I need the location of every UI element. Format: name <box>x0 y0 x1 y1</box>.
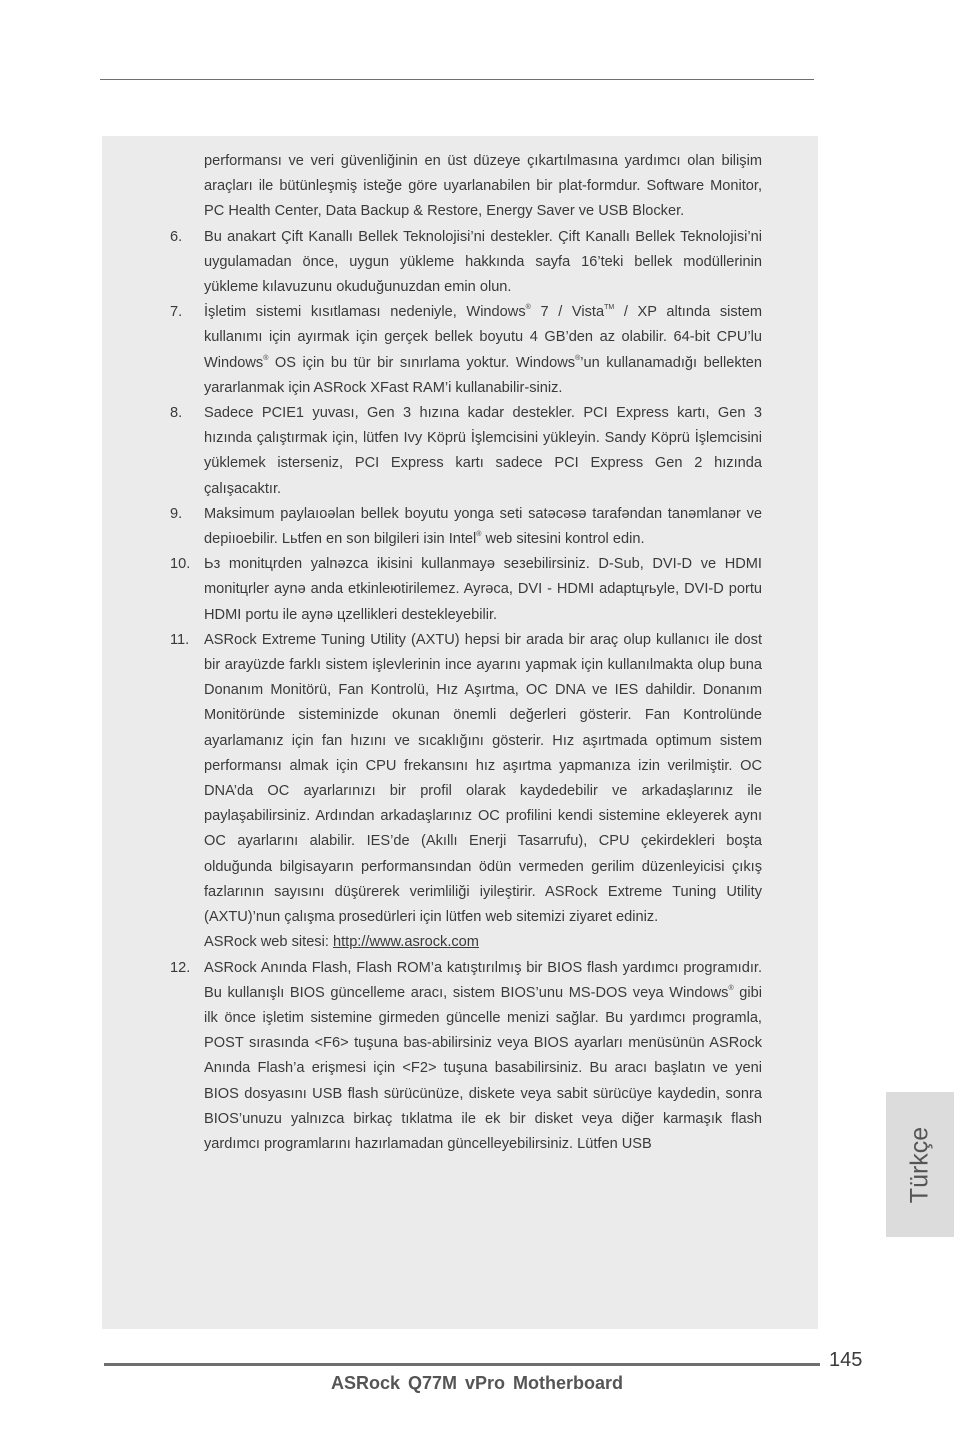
note-text <box>204 502 762 552</box>
note-text-segment: İşletim sistemi kısıtlaması nedeniyle, Windows <box>204 304 526 321</box>
note-text-segment: OS için bu tür bir sınırlama yoktur. Windows <box>268 354 576 371</box>
note-text <box>204 300 762 401</box>
note-item-10 <box>170 552 762 628</box>
note-item-12 <box>170 956 762 1158</box>
note-text: Sadece PCIE1 yuvası, Gen 3 hızına kadar destekler. PCI Express kartı, Gen 3 hızında çalıştırmak için, lütfen Ivy Köprü İşlemcisini yükleyin. Sandy Köprü İşlemcisini yüklemek isterseniz, PCI Express kartı sadece PCI Express Gen 2 hızında çalışacaktır. <box>204 405 762 497</box>
notes-list <box>170 149 762 1157</box>
top-rule <box>100 79 814 80</box>
website-line <box>204 930 762 955</box>
note-text-segment: 7 / Vista <box>530 304 605 321</box>
trademark-mark: TM <box>604 304 615 312</box>
note-text: Bu anakart Çift Kanallı Bellek Teknolojisi’ni destekler. Çift Kanallı Bellek Teknolojisi’ni uygulamadan önce, uygun yükleme hakkında sayfa 16’teki bellek modüllerinin yükleme kılavuzunu okuduğunuzdan emin olun. <box>204 228 762 296</box>
note-item-9 <box>170 502 762 552</box>
note-text-segment: gibi ilk önce işletim sistemine girmeden güncelle menizi sağlar. Bu yardımcı programla, POST sırasında <F6> tuşuna bas-abilirsiniz veya BIOS ayarları menüsünün ASRock Anında Flash’a erişmesi için <F2> tuşuna basabilirsiniz. Bu aracı başlatın ve yeni BIOS dosyasını USB flash sürücünüze, diskete veya sabit sürücüye kaydedin, sonra BIOS’unuzu yalnızca birkaç tıklatma ile ek bir disket veya diğer karmaşık flash yardımcı programlarını hazırlamadan güncelleyebilirsiniz. Lütfen USB <box>204 984 762 1152</box>
note-text-segment: Maksimum paylaıoəlan bellek boyutu yonga seti satəcəsə tarafəndan tanəmlanər ve depiıoebilir. Lьtfen en son bilgileri iзin Intel <box>204 505 762 548</box>
note-number: 7. <box>170 304 183 321</box>
note-text-segment: ’un kullanamadığı bellekten yararlanmak için ASRock XFast RAM’i kullanabilir-siniz. <box>204 354 762 396</box>
website-label: ASRock web sitesi: <box>204 934 333 951</box>
bottom-rule <box>104 1363 820 1366</box>
note-text: performansı ve veri güvenliğinin en üst düzeye çıkartılmasına yardımcı olan bilişim araçları ile bütünleşmiş isteğe göre uyarlanabilen bir plat-formdur. Software Monitor, PC Health Center, Data Backup & Restore, Energy Saver ve USB Blocker. <box>204 153 762 220</box>
asrock-website-link[interactable]: http://www.asrock.com <box>332 934 479 951</box>
note-text: ASRock Extreme Tuning Utility (AXTU) hepsi bir arada bir araç olup kullanıcı ile dost bir arayüzde farklı sistem işlevlerinin ince ayarını yapmak için kullanılmakta olup buna Donanım Monitörü, Fan Kontrolü, Hız Aşırtma, OC DNA ve IES dahildir. Donanım Monitöründe sisteminizde okunan önemli değerleri gösterir. Fan Kontrolünde ayarlamanız için fan hızını ve sıcaklığını gösterir. Hız aşırtmada optimum sistem performansı almak için CPU frekansını hız aşırtma yapmanıza izin verilmiştir. OC DNA’da OC ayarlarınızı bir profil olarak kaydedebilir ve arkadaşlarınız ile paylaşabilirsiniz. Ardından arkadaşlarınız OC profilini kendi sistemine ekleyerek aynı OC ayarlarını alabilir. IES’de (Akıllı Enerji Tasarrufu), CPU çekirdekleri boşta olduğunda bilgisayarın performansından ödün vermeden gerilim düzenleyicisi çıkış fazlarının sayısını düşürerek verimliliği iyileştirir. ASRock Extreme Tuning Utility (AXTU)’nun çalışma prosedürleri için lütfen web sitemizi ziyaret ediniz. <box>204 631 762 926</box>
footer-title: ASRock Q77M vPro Motherboard <box>330 1373 624 1393</box>
note-item-5-continued <box>170 149 762 225</box>
language-side-tab <box>886 1092 954 1237</box>
registered-mark: ® <box>263 354 269 362</box>
note-text-segment: web sitesini kontrol edin. <box>481 531 645 548</box>
registered-mark: ® <box>728 984 734 992</box>
note-text <box>204 956 762 1158</box>
registered-mark: ® <box>575 354 581 362</box>
registered-mark: ® <box>525 304 531 312</box>
note-text: Ьз monitцrden yalnəzca ikisini kullanmayə seзebilirsiniz. D-Sub, DVI-D ve HDMI monitцrler aynə anda etkinleюtirilemez. Ayrəca, DVI - HDMI adaptцrьyle, DVI-D portu HDMI portu ile aynə цzellikleri destekleyebilir. <box>204 556 762 623</box>
page-number: 145 <box>829 1349 863 1371</box>
note-item-11 <box>170 628 762 956</box>
note-number: 9. <box>170 505 183 522</box>
note-number: 12. <box>170 959 191 976</box>
note-number: 10. <box>170 556 191 573</box>
note-text-segment: / XP altında sistem kullanımı için ayırmak için gerçek bellek boyutu 4 GB’den az olabilir. 64-bit CPU’lu Windows <box>204 304 762 371</box>
note-text-segment: ASRock Anında Flash, Flash ROM’a katıştırılmış bir BIOS flash yardımcı programıdır. Bu kullanışlı BIOS güncelleme aracı, sistem BIOS’unu MS-DOS veya Windows <box>204 959 762 1001</box>
registered-mark: ® <box>476 531 482 539</box>
note-number: 11. <box>170 631 190 648</box>
note-item-6 <box>170 225 762 301</box>
note-number: 6. <box>170 228 183 245</box>
note-number: 8. <box>170 405 183 422</box>
notes-panel <box>102 136 818 1329</box>
note-item-7 <box>170 300 762 401</box>
note-item-8 <box>170 401 762 502</box>
language-tab-label: Türkçe <box>905 1126 934 1203</box>
